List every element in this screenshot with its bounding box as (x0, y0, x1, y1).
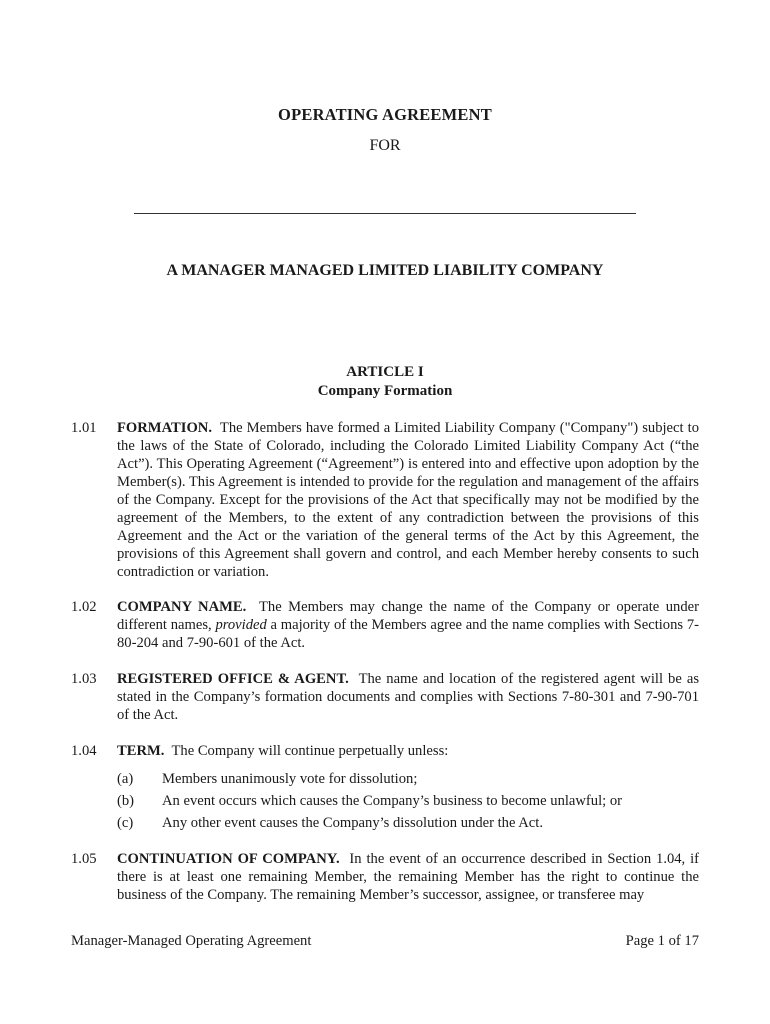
page-number: Page 1 of 17 (625, 933, 699, 949)
section-text: The name and location of the registered agent will be as stated in the Company’s formation documents and complies with Sections 7-80-301 and 7-90-701 of the Act. (117, 671, 699, 723)
document-subtitle: A MANAGER MANAGED LIMITED LIABILITY COMPANY (166, 262, 604, 279)
list-item-label: (b) (117, 793, 135, 809)
section-number: 1.05 (71, 851, 97, 867)
section-heading: COMPANY NAME. (117, 599, 247, 615)
section-heading: CONTINUATION OF COMPANY. (117, 851, 340, 867)
section-body (117, 598, 699, 652)
section-text: The Members have formed a Limited Liability Company ("Company") subject to the laws of the State of Colorado, including the Colorado Limited Liability Company Act (“the Act”). This Operating Agreement (“Agreement”) is entered into and effective upon adoption by the Member(s). This Agreement is intended to provide for the regulation and management of the affairs of the Company. Except for the provisions of the Act that specifically may not be modified by the agreement of the Members, to the extent of any contradiction between the provisions of this Agreement and the Act or the variation of the general terms of the Act by this Agreement, the provisions of this Agreement shall govern and control, and each Member hereby consents to such contradiction or variation. (117, 420, 699, 580)
section-text: The Company will continue perpetually unless: (171, 743, 449, 759)
list-item-label: (a) (117, 771, 134, 787)
list-item-text: Members unanimously vote for dissolution; (162, 771, 418, 787)
section-text: In the event of an occurrence described in Section 1.04, if there is at least one remaining Member, the remaining Member has the right to continue the business of the Company. The remaining Member’s successor, assignee, or transferee may (117, 851, 700, 903)
section-heading: TERM. (117, 743, 165, 759)
section-text: The Members may change the name of the Company or operate under different names, (117, 599, 699, 633)
section-heading: FORMATION. (117, 420, 212, 436)
footer-document-name: Manager-Managed Operating Agreement (71, 933, 312, 949)
section-text: a majority of the Members agree and the name complies with Sections 7-80-204 and 7-90-601 of the Act. (117, 617, 699, 651)
section-body (117, 850, 699, 904)
section-number: 1.04 (71, 743, 97, 759)
section-body (117, 419, 699, 581)
section-heading: REGISTERED OFFICE & AGENT. (117, 671, 349, 687)
section-italic-text: provided (215, 617, 267, 633)
company-name-blank-line (134, 213, 636, 214)
section-number: 1.03 (71, 671, 97, 687)
section-number: 1.02 (71, 599, 97, 615)
section-body (117, 742, 699, 760)
list-item-text: An event occurs which causes the Company’s business to become unlawful; or (162, 793, 623, 809)
section-body (117, 670, 699, 724)
document-for: FOR (369, 137, 401, 154)
section-number: 1.01 (71, 420, 97, 436)
article-heading: ARTICLE I (346, 364, 424, 380)
document-title: OPERATING AGREEMENT (278, 105, 492, 124)
article-title: Company Formation (317, 383, 453, 399)
list-item-text: Any other event causes the Company’s dissolution under the Act. (162, 815, 543, 831)
list-item-label: (c) (117, 815, 134, 831)
